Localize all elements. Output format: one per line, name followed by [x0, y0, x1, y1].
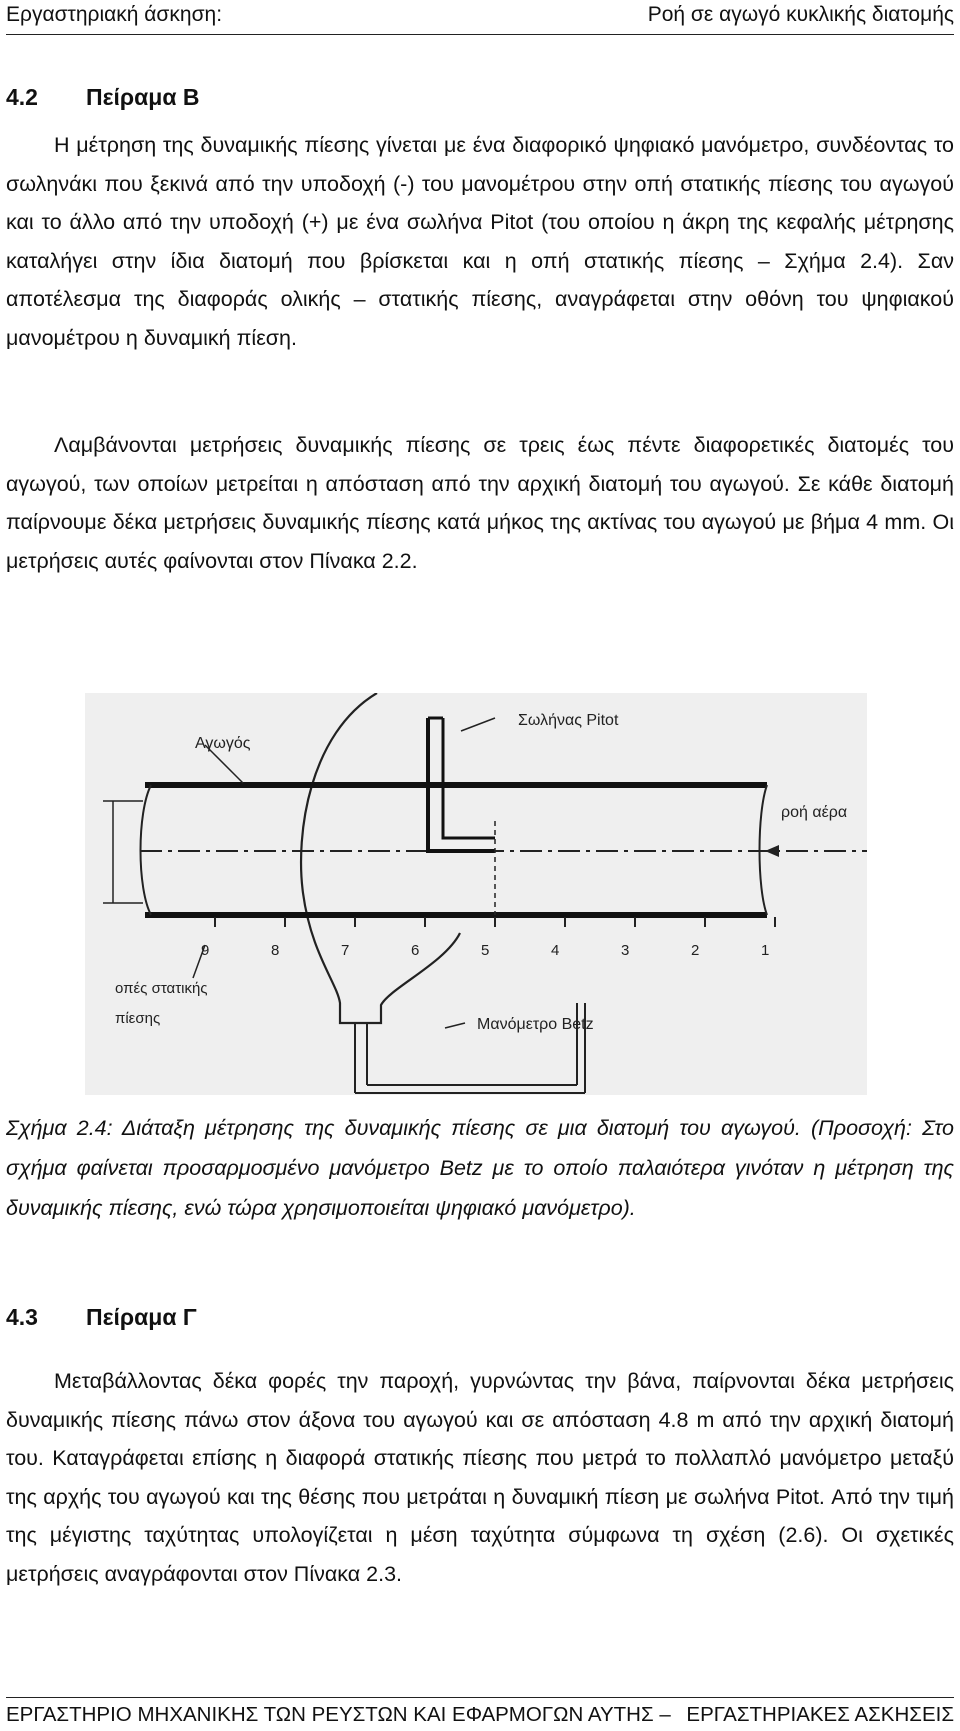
hole-number: 9: [201, 942, 210, 959]
hole-number: 7: [341, 942, 350, 959]
page-footer: [6, 1697, 954, 1728]
hole-number: 4: [551, 942, 560, 959]
page-header: [6, 0, 954, 35]
footer-left-text: ΕΡΓΑΣΤΗΡΙΟ ΜΗΧΑΝΙΚΗΣ ΤΩΝ ΡΕΥΣΤΩΝ ΚΑΙ ΕΦΑΡΜΟΓΩΝ ΑΥΤΗΣ –: [6, 1703, 671, 1726]
section-c-heading: [6, 1302, 197, 1332]
pitot-tube-inner: [443, 718, 495, 838]
figure-caption: Σχήμα 2.4: Διάταξη μέτρησης της δυναμικής πίεσης σε μια διατομή του αγωγού. (Προσοχή: Στο σχήμα φαίνεται προσαρμοσμένο μανόμετρο Betz με το οποίο παλαιότερα γινόταν η μέτρηση της δυναμικής πίεσης, ενώ τώρα χρησιμοποιείται ψηφιακό μανόμετρο).: [6, 1116, 954, 1220]
hole-number: 6: [411, 942, 420, 959]
section-b-paragraph-2: Λαμβάνονται μετρήσεις δυναμικής πίεσης σε τρεις έως πέντε διαφορετικές διατομές του αγωγού, των οποίων μετρείται η απόσταση από την αρχική διατομή του αγωγού. Σε κάθε διατομή παίρνουμε δέκα μετρήσεις δυναμικής πίεσης κατά μήκος της ακτίνας του αγωγού με βήμα 4 mm. Οι μετρήσεις αυτές φαίνονται στον Πίνακα 2.2.: [6, 433, 954, 573]
betz-manometer-outline: [301, 693, 460, 1023]
static-hole-ticks: [215, 917, 775, 927]
section-b-number: 4.2: [6, 84, 38, 110]
section-b-heading: [6, 82, 200, 112]
label-static-holes-1: οπές στατικής: [115, 980, 208, 997]
section-c-number: 4.3: [6, 1304, 38, 1330]
section-c-paragraph-1: Μεταβάλλοντας δέκα φορές την παροχή, γυρνώντας την βάνα, παίρνονται δέκα μετρήσεις δυναμικής πίεσης πάνω στον άξονα του αγωγού και σε απόσταση 4.8 m από την αρχική διατομή του. Καταγράφεται επίσης η διαφορά στατικής πίεσης που μετρά το πολλαπλό μανόμετρο μεταξύ της αρχής του αγωγού και της θέσης που μετράται η δυναμική πίεση με σωλήνα Pitot. Από την τιμή της μέγιστης ταχύτητας υπολογίζεται η μέση ταχύτητα σύμφωνα τη σχέση (2.6). Οι σχετικές μετρήσεις αναγράφονται στον Πίνακα 2.3.: [6, 1369, 954, 1586]
figure-diagram: [85, 693, 867, 1095]
footer-right-text: ΕΡΓΑΣΤΗΡΙΑΚΕΣ ΑΣΚΗΣΕΙΣ: [686, 1703, 954, 1726]
label-airflow: ροή αέρα: [781, 804, 848, 821]
section-b-title: Πείραμα Β: [86, 84, 200, 110]
label-duct: Αγωγός: [195, 735, 251, 752]
betz-leader: [445, 1023, 465, 1028]
hole-number: 2: [691, 942, 700, 959]
airflow-arrowhead: [765, 845, 779, 857]
label-static-holes-2: πίεσης: [115, 1010, 161, 1027]
section-b-paragraph-1: Η μέτρηση της δυναμικής πίεσης γίνεται με ένα διαφορικό ψηφιακό μανόμετρο, συνδέοντας το σωληνάκι που ξεκινά από την υποδοχή (-) του μανομέτρου στην οπή στατικής πίεσης του αγωγού και το άλλο από την υποδοχή (+) με ένα σωλήνα Pitot (του οποίου η άκρη της κεφαλής μέτρησης καταλήγει στην ίδια διατομή που βρίσκεται και η οπή στατικής πίεσης – Σχήμα 2.4). Σαν αποτέλεσμα της διαφοράς ολικής – στατικής πίεσης, αναγράφεται στην οθόνη του ψηφιακού μανομέτρου η δυναμική πίεση.: [6, 133, 954, 350]
header-right-text: Ροή σε αγωγό κυκλικής διατομής: [647, 3, 954, 26]
hole-number: 8: [271, 942, 280, 959]
hole-number: 5: [481, 942, 490, 959]
pitot-leader: [461, 718, 495, 731]
figure-pitot-setup: [85, 693, 867, 1095]
hole-number: 1: [761, 942, 770, 959]
section-c-title: Πείραμα Γ: [86, 1304, 197, 1330]
header-left-text: Εργαστηριακή άσκηση:: [6, 3, 223, 26]
hole-number: 3: [621, 942, 630, 959]
label-betz: Μανόμετρο Betz: [477, 1016, 594, 1033]
label-pitot: Σωλήνας Pitot: [518, 712, 619, 729]
hole-numbers: [201, 942, 769, 959]
